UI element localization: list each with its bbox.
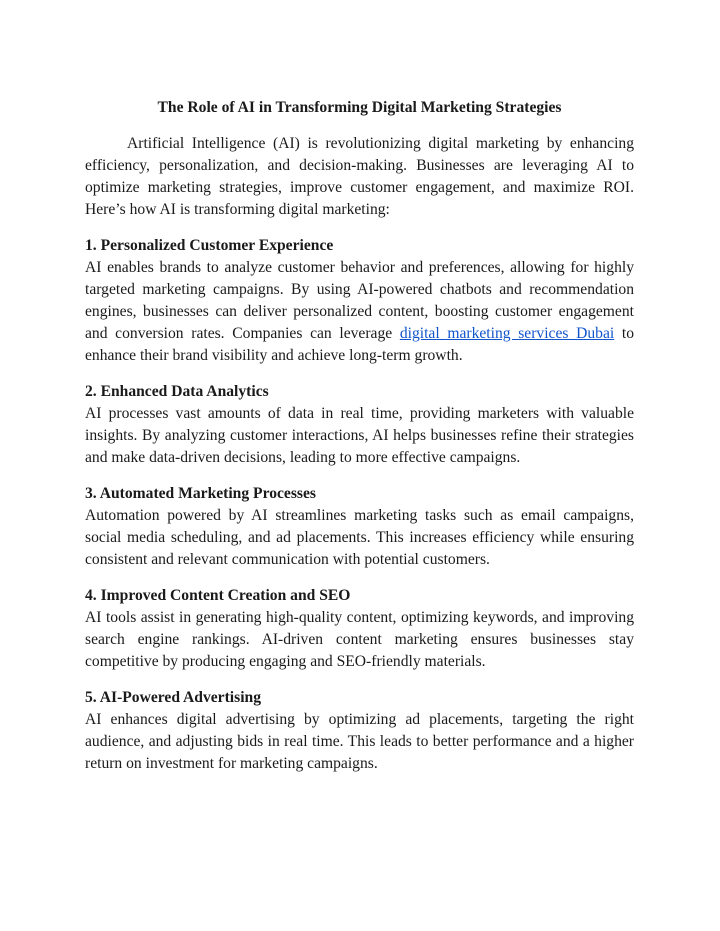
section-ai-advertising bbox=[85, 687, 634, 775]
section-body: AI processes vast amounts of data in real time, providing marketers with valuable insights. By analyzing customer interactions, AI helps businesses refine their strategies and make data-driven decisions, leading to more effective campaigns. bbox=[85, 405, 634, 466]
section-heading: 4. Improved Content Creation and SEO bbox=[85, 587, 351, 604]
section-automated-processes bbox=[85, 483, 634, 571]
section-personalized-experience bbox=[85, 235, 634, 367]
intro-paragraph: Artificial Intelligence (AI) is revolutionizing digital marketing by enhancing efficiency, personalization, and decision-making. Businesses are leveraging AI to optimize marketing strategies, improve customer engagement, and maximize ROI. Here’s how AI is transforming digital marketing: bbox=[85, 135, 634, 218]
section-content-seo bbox=[85, 585, 634, 673]
section-body bbox=[85, 257, 634, 367]
section-body: AI enhances digital advertising by optimizing ad placements, targeting the right audience, and adjusting bids in real time. This leads to better performance and a higher return on investment for marketing campaigns. bbox=[85, 711, 634, 772]
section-body: AI tools assist in generating high-quality content, optimizing keywords, and improving search engine rankings. AI-driven content marketing ensures businesses stay competitive by producing engaging and SEO-friendly materials. bbox=[85, 609, 634, 670]
section-heading: 1. Personalized Customer Experience bbox=[85, 237, 334, 254]
section-data-analytics bbox=[85, 381, 634, 469]
section-heading: 5. AI-Powered Advertising bbox=[85, 689, 261, 706]
section-body: Automation powered by AI streamlines marketing tasks such as email campaigns, social media scheduling, and ad placements. This increases efficiency while ensuring consistent and relevant communication with potential customers. bbox=[85, 507, 634, 568]
document-content bbox=[85, 97, 634, 775]
body-text-after-link: to enhance their brand visibility and achieve long-term growth. bbox=[85, 325, 634, 364]
digital-marketing-services-link[interactable]: digital marketing services Dubai bbox=[399, 325, 615, 342]
body-text-before-link: AI enables brands to analyze customer behavior and preferences, allowing for highly targeted marketing campaigns. By using AI-powered chatbots and recommendation engines, businesses can deliver personalized content, boosting customer engagement and conversion rates. Companies can leverage bbox=[85, 259, 634, 342]
document-title: The Role of AI in Transforming Digital Marketing Strategies bbox=[157, 99, 562, 116]
section-heading: 2. Enhanced Data Analytics bbox=[85, 383, 269, 400]
section-heading: 3. Automated Marketing Processes bbox=[85, 485, 316, 502]
